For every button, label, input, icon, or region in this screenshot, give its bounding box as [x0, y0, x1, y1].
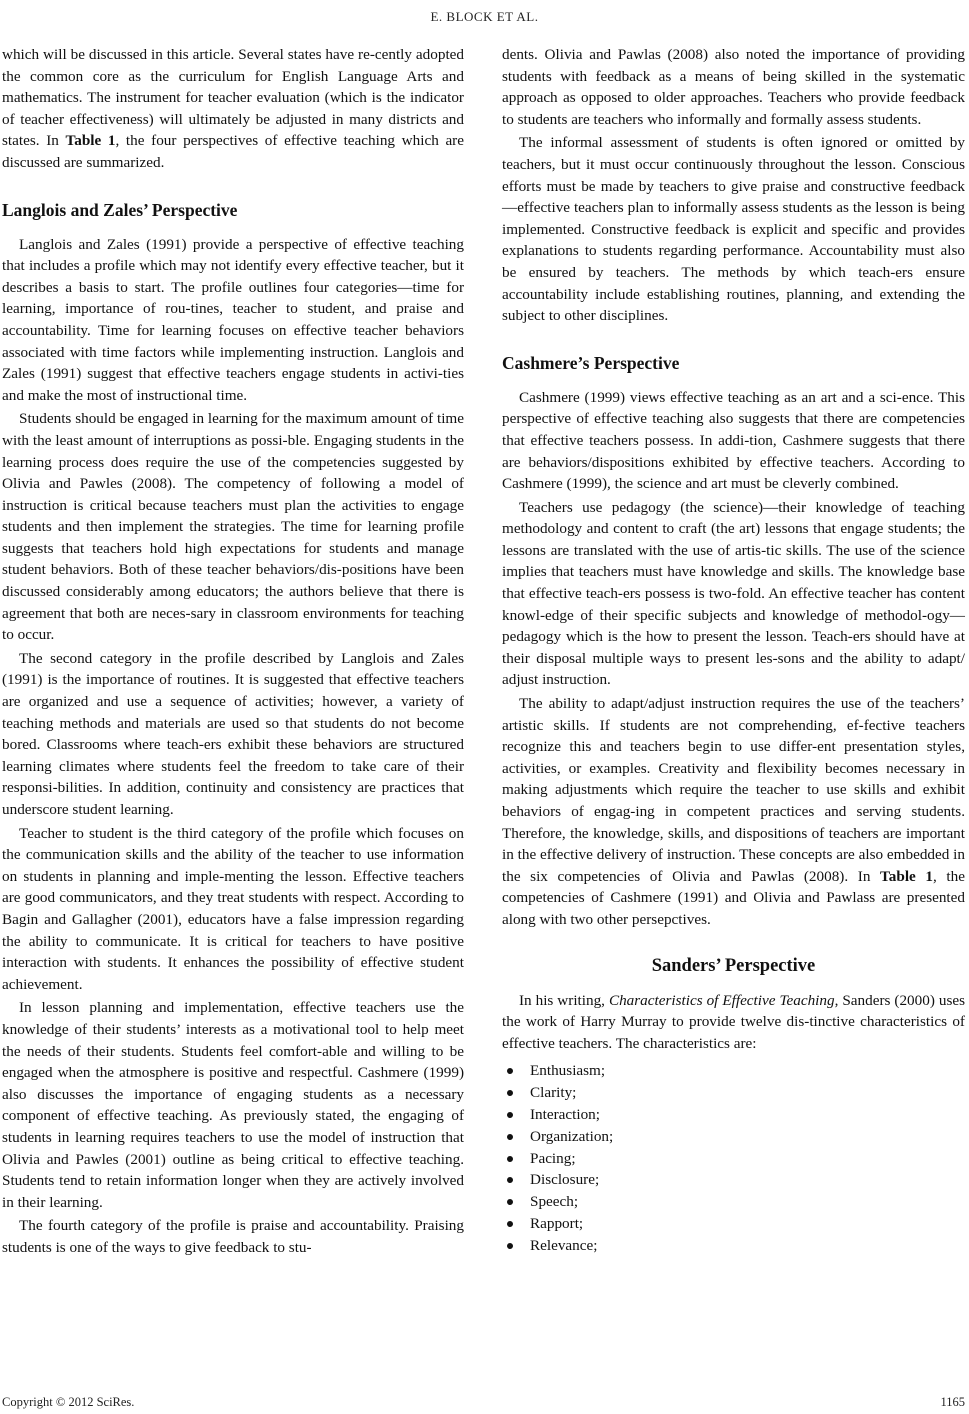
characteristics-list	[502, 1060, 965, 1256]
continued-paragraph: dents. Olivia and Pawlas (2008) also noted the importance of providing students with feedback as a means of being skilled in the systematic approach as opposed to older approaches. Teachers who provide feedback to students are teachers who informally and formally assess students.	[502, 46, 965, 128]
paragraph: Teacher to student is the third category of the profile which focuses on the communication skills and the ability of the teacher to use information on students in planning and imple-menting the lesson. Effective teachers are good communicators, and they treat students with respect. According to Bagin and Gallagher (2001), educators have a false impression regarding the ability to communicate. It is critical for teachers to have positive interaction with students. It enhances the possibility of effective student achievement.	[2, 824, 464, 993]
list-item: Rapport;	[502, 1213, 965, 1235]
intro-paragraph: which will be discussed in this article. Several states have re-cently adopted the common core as the curriculum for English Language Arts and mathematics. The instrument for teacher evaluation (which is the indicator of teacher effectiveness) will ultimately be adjusted in many districts and states. In Table 1, the four perspectives of effective teaching which are discussed are summarized.	[2, 46, 464, 171]
paragraph: The informal assessment of students is often ignored or omitted by teachers, but it must occur continuously throughout the lesson. Conscious efforts must be made by teachers to give praise and constructive feedback—effective teachers plan to informally assess students as the lesson is being implemented. Constructive feedback is explicit and specific and provides explanations to students regarding performance. Accountability must also be ensured by teachers. The methods by which teach-ers ensure accountability include establishing routines, planning, and extending the subject to other disciplines.	[502, 134, 965, 325]
list-item: Interaction;	[502, 1104, 965, 1126]
table-reference: Table 1	[880, 867, 933, 885]
page-footer	[2, 1392, 965, 1414]
list-item: Disclosure;	[502, 1169, 965, 1191]
right-column	[502, 44, 965, 1257]
paragraph: Cashmere (1999) views effective teaching as an art and a sci-ence. This perspective of effective teaching also suggests that there are competencies that effective teachers possess. In addi-tion, Cashmere suggests that there are behaviors/dispositions exhibited by effective teachers. According to Cashmere (1999), the science and art must be cleverly combined.	[502, 388, 965, 493]
copyright-notice: Copyright © 2012 SciRes.	[2, 1395, 135, 1409]
list-item: Speech;	[502, 1191, 965, 1213]
list-item: Pacing;	[502, 1148, 965, 1170]
paragraph: In lesson planning and implementation, effective teachers use the knowledge of their students’ interests as a motivational tool to help meet the needs of their students. Students feel comfort-able and willing to be engaged when the atmosphere is positive and respectful. Cashmere (1999) also discusses the importance of engaging students as a necessary component of effective teaching. As previously stated, the engaging of students in learning requires teachers to use the model of instruction that Olivia and Pawles (2001) outline as being critical to effective teaching. Students tend to retain information longer when they are actively involved in their learning.	[2, 999, 464, 1211]
paragraph: Students should be engaged in learning for the maximum amount of time with the least amount of interruptions as possi-ble. Engaging students in the learning process does require the use of the competencies suggested by Olivia and Pawles (2008). The competency of following a model of instruction is critical because teachers must plan the activities to engage students and then implement the strategies. The time for learning profile suggests that teachers hold high expectations for students and manage student behaviors. Both of these teacher behaviors/dis-positions have been discussed considerably among educators; the authors believe that there is agreement that both are neces-sary in classroom environments for teaching to occur.	[2, 410, 464, 644]
paragraph: The second category in the profile described by Langlois and Zales (1991) is the importance of routines. It is suggested that effective teachers are organized and use a sequence of activities; however, a variety of teaching methods and materials are used so that students do not become bored. Classrooms where teach-ers exhibit these behaviors are structured learning climates where students feel the freedom to take care of their responsi-bilities. In addition, continuity and consistency are practices that underscore student learning.	[2, 649, 464, 818]
list-item: Relevance;	[502, 1235, 965, 1257]
section-heading-cashmere: Cashmere’s Perspective	[502, 352, 680, 373]
paragraph: Langlois and Zales (1991) provide a perspective of effective teaching that includes a profile which may not identify every effective teacher, but it describes a basis to start. The profile outlines four categories—time for learning, importance of rou-tines, teacher to student, and praise and accountability. Time for learning focuses on effective teacher behaviors associated with time factors while implementing instruction. Langlois and Zales (1991) suggest that effective teachers engage students in activi-ties and make the most of instructional time.	[2, 235, 464, 404]
list-item: Organization;	[502, 1126, 965, 1148]
section-heading-sanders: Sanders’ Perspective	[651, 955, 816, 976]
list-item: Clarity;	[502, 1082, 965, 1104]
list-item: Enthusiasm;	[502, 1060, 965, 1082]
running-head: E. BLOCK ET AL.	[430, 9, 539, 24]
book-title: Characteristics of Effective Teaching	[608, 991, 835, 1009]
table-reference: Table 1	[65, 132, 116, 150]
paragraph: Teachers use pedagogy (the science)—their knowledge of teaching methodology and content to craft (the art) lessons that engage students; the lessons are translated with the use of artis-tic skills. The use of the science implies that teachers must have knowledge and skills. The knowledge base that effective teach-ers possess is two-fold. An effective teacher has content knowl-edge of their specific subjects and knowledge of methodol-ogy—pedagogy which is the how to present the lesson. Teach-ers should have at their disposal multiple ways to present les-sons and the ability to adapt/ adjust instruction.	[502, 498, 965, 689]
paragraph: The ability to adapt/adjust instruction requires the use of the teachers’ artistic skills. If students are not comprehending, ef-fective teachers recognize this and teachers begin to use differ-ent presentation styles, activities, or examples. Creativity and flexibility becomes necessary in making adjustments which require the teacher to use skills and exhibit behaviors of engag-ing in competent practices and serving students. Therefore, the knowledge, skills, and dispositions of teachers are important in the effective delivery of instruction. These concepts are also embedded in the six competencies of Olivia and Pawlas (2008). In Table 1, the competencies of Cashmere (1991) and Olivia and Pawlass are presented along with two other persepctives.	[502, 695, 965, 928]
paragraph-sanders: In his writing, Characteristics of Effective Teaching, Sanders (2000) uses the work of Harry Murray to provide twelve dis-tinctive characteristics of effective teachers. The characteristics are:	[502, 991, 966, 1052]
section-heading-langlois: Langlois and Zales’ Perspective	[2, 199, 238, 220]
left-column	[2, 44, 464, 1260]
page-number: 1165	[940, 1395, 965, 1409]
paragraph: The fourth category of the profile is praise and accountability. Praising students is one of the ways to give feedback to stu-	[2, 1217, 464, 1256]
